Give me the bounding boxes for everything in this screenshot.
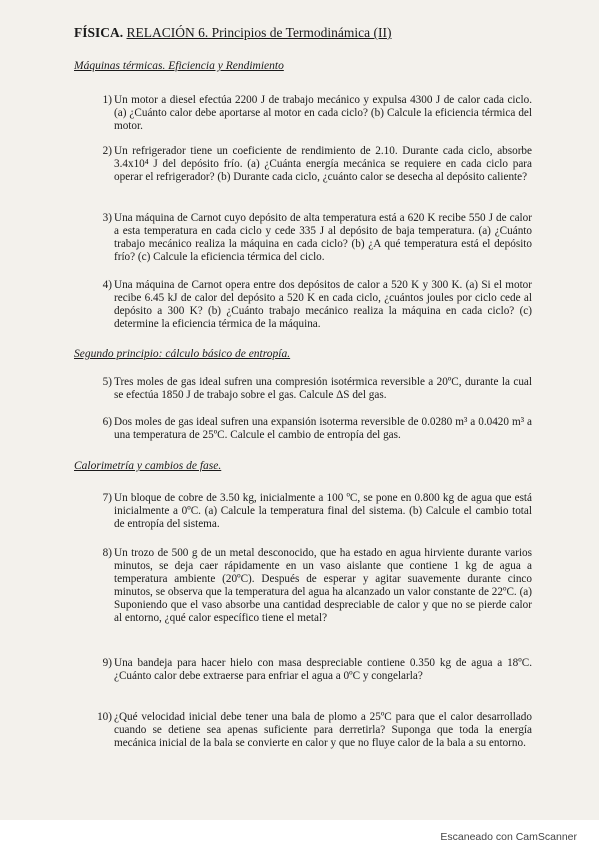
problem-2 bbox=[92, 145, 532, 184]
problem-1 bbox=[92, 94, 532, 133]
section-heading-second-principle: Segundo principio: cálculo básico de entropía. bbox=[74, 348, 291, 360]
problem-text: Un motor a diesel efectúa 2200 J de trabajo mecánico y expulsa 4300 J de calor cada ciclo. (a) ¿Cuánto calor debe aportarse al motor en cada ciclo? (b) Calcule la eficiencia térmica del motor. bbox=[114, 94, 532, 132]
title-relation: RELACIÓN 6. Principios de Termodinámica (II) bbox=[126, 25, 392, 40]
problem-text: Una máquina de Carnot cuyo depósito de alta temperatura está a 620 K recibe 550 J de calor a esta temperatura en cada ciclo y cede 335 J al depósito de baja temperatura. (a) ¿Cuánto trabajo mecánico realiza la máquina en cada ciclo? (b) ¿A qué temperatura está el depósito frío? (c) Calcule la eficiencia térmica del ciclo. bbox=[114, 212, 532, 263]
problem-number: 8) bbox=[102, 547, 112, 559]
problem-7 bbox=[92, 492, 532, 531]
problem-4 bbox=[92, 279, 532, 331]
problem-text: Una máquina de Carnot opera entre dos depósitos de calor a 520 K y 300 K. (a) Si el motor recibe 6.45 kJ de calor del depósito a 520 K en cada ciclo, ¿cuántos joules por ciclo cede al depósito a 300 K? (b) ¿Cuánto trabajo mecánico realiza la máquina en cada ciclo? (c) determine la eficiencia térmica de la máquina. bbox=[114, 279, 532, 330]
problem-6 bbox=[92, 416, 532, 442]
problem-number: 9) bbox=[102, 657, 112, 669]
problem-number: 4) bbox=[102, 279, 112, 291]
problem-text: Dos moles de gas ideal sufren una expansión isoterma reversible de 0.0280 m³ a 0.0420 m³ a una temperatura de 25ºC. Calcule el cambio de entropía del gas. bbox=[114, 416, 532, 441]
problem-number: 10) bbox=[97, 711, 112, 723]
scanner-footer bbox=[0, 820, 599, 848]
section-heading-thermal-machines: Máquinas térmicas. Eficiencia y Rendimiento bbox=[74, 60, 284, 72]
problem-number: 2) bbox=[102, 145, 112, 157]
problem-number: 1) bbox=[102, 94, 112, 106]
problem-number: 6) bbox=[102, 416, 112, 428]
scanner-watermark: Escaneado con CamScanner bbox=[440, 831, 577, 843]
problem-number: 3) bbox=[102, 212, 112, 224]
section-heading-calorimetry: Calorimetría y cambios de fase. bbox=[74, 460, 222, 472]
problem-text: Tres moles de gas ideal sufren una compresión isotérmica reversible a 20ºC, durante la cual se efectúa 1850 J de trabajo sobre el gas. Calcule ΔS del gas. bbox=[114, 376, 532, 401]
problem-text: Una bandeja para hacer hielo con masa despreciable contiene 0.350 kg de agua a 18ºC. ¿Cuánto calor debe extraerse para enfriar el agua a 0ºC y congelarla? bbox=[114, 657, 532, 682]
problem-text: Un bloque de cobre de 3.50 kg, inicialmente a 100 ºC, se pone en 0.800 kg de agua que está inicialmente a 0ºC. (a) Calcule la temperatura final del sistema. (b) Calcule el cambio total de entropía del sistema. bbox=[114, 492, 532, 530]
problem-9 bbox=[92, 657, 532, 683]
page-title bbox=[74, 25, 392, 41]
problem-number: 7) bbox=[102, 492, 112, 504]
problem-text: Un refrigerador tiene un coeficiente de rendimiento de 2.10. Durante cada ciclo, absorbe 3.4x10⁴ J del depósito frío. (a) ¿Cuánta energía mecánica se requiere en cada ciclo para operar el refrigerador? (b) Durante cada ciclo, ¿cuánto calor se desecha al depósito caliente? bbox=[114, 145, 532, 183]
problem-5 bbox=[92, 376, 532, 402]
problem-8 bbox=[92, 547, 532, 625]
problem-10 bbox=[92, 711, 532, 750]
problem-3 bbox=[92, 212, 532, 264]
title-subject: FÍSICA. bbox=[74, 25, 124, 40]
problem-text: ¿Qué velocidad inicial debe tener una bala de plomo a 25ºC para que el calor desarrollado cuando se detiene sea apenas suficiente para derretirla? Suponga que toda la energía mecánica inicial de la bala se convierte en calor y que no fluye calor de la bala a su entorno. bbox=[114, 711, 532, 749]
problem-text: Un trozo de 500 g de un metal desconocido, que ha estado en agua hirviente durante varios minutos, se deja caer rápidamente en un vaso aislante que contiene 1 kg de agua a temperatura ambiente (20ºC). Después de esperar y agitar suavemente durante cinco minutos, se observa que la temperatura del agua ha alcanzado un valor constante de 22ºC. (a) Suponiendo que el vaso absorbe una cantidad despreciable de calor y que no se pierde calor al entorno, ¿qué calor específico tiene el metal? bbox=[114, 547, 532, 624]
problem-number: 5) bbox=[102, 376, 112, 388]
